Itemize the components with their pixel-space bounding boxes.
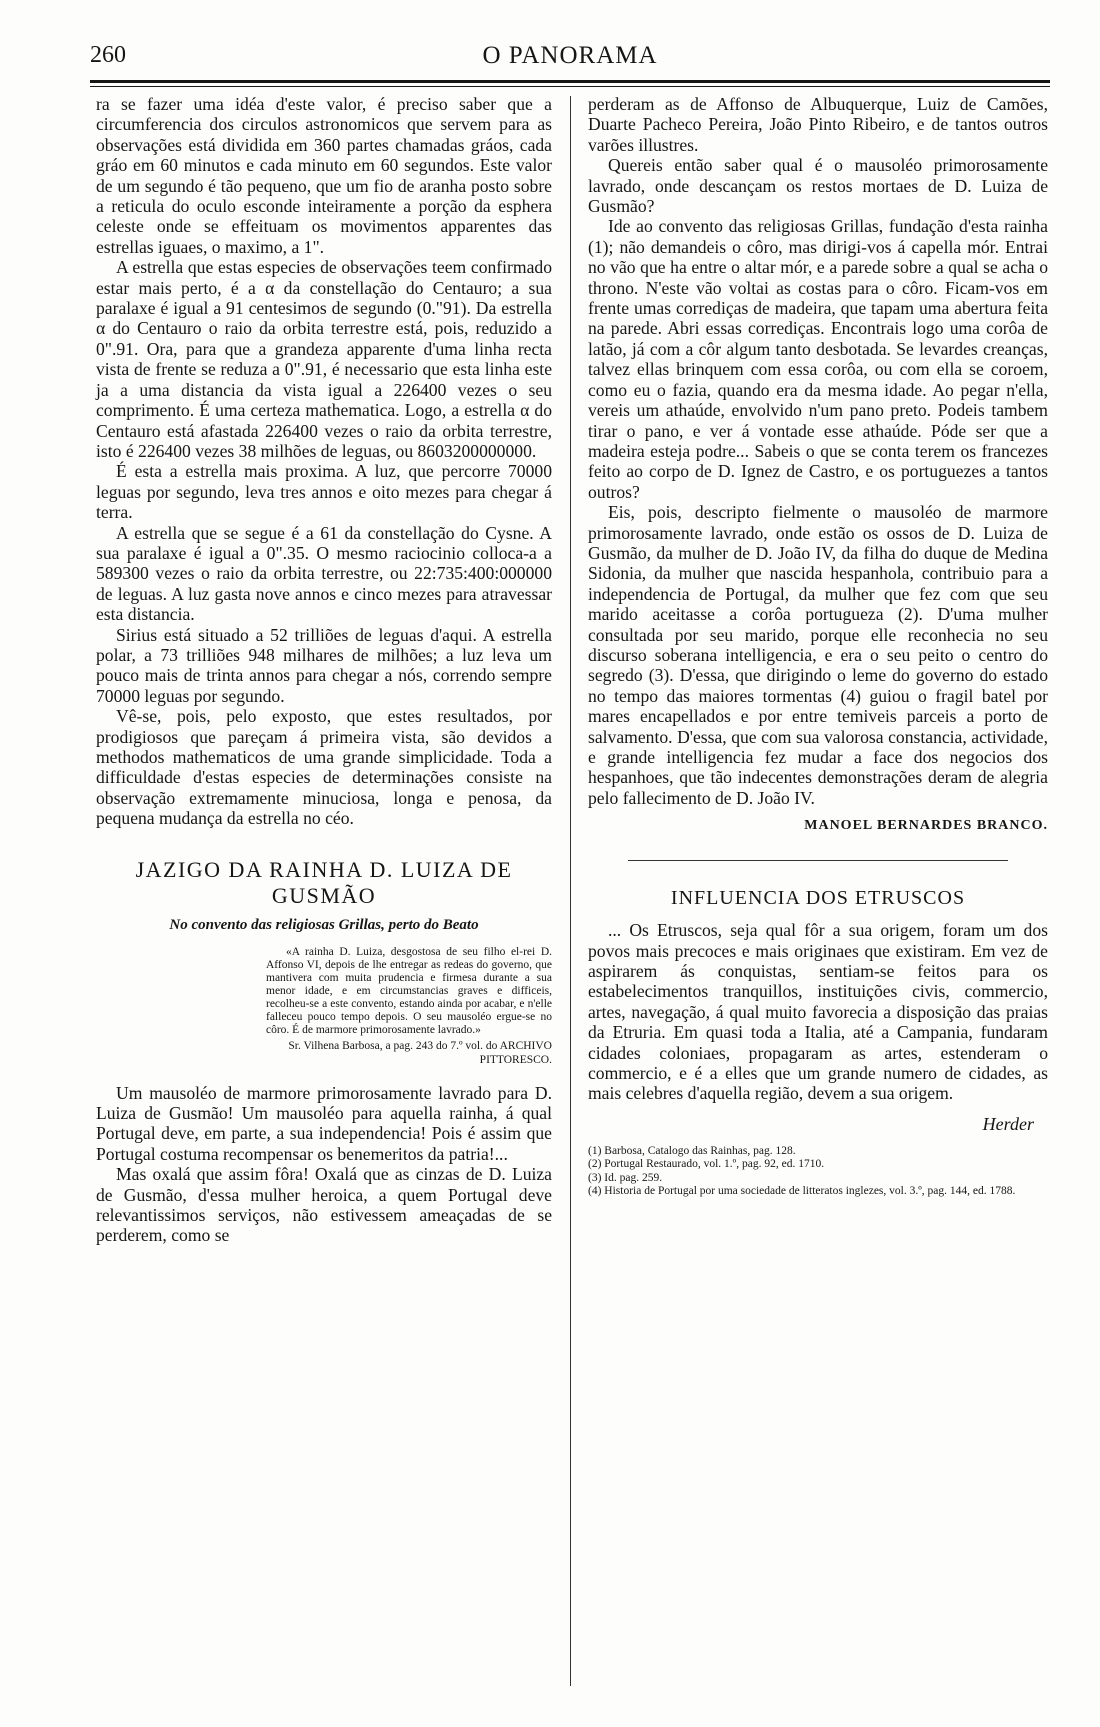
epigraph-text: «A rainha D. Luiza, desgostosa de seu filho el-rei D. Affonso VI, depois de lhe entregar as redeas do governo, que mantivera com muita prudencia e firmesa durante a sua menor idade, e em circumstancias graves e difficeis, recolheu-se a este convento, estando ainda por acabar, e n'elle falleceu pouco tempo depois. O seu mausoléo ergue-se no côro. É de marmore primorosamente lavrado.»: [266, 945, 552, 1036]
article-signature: MANOEL BERNARDES BRANCO.: [804, 818, 1048, 834]
footnote: (4) Historia de Portugal por uma sociedade de litteratos inglezes, vol. 3.º, pag. 144, ed. 1788.: [588, 1185, 1016, 1198]
paragraph: Sirius está situado a 52 trilliões de leguas d'aqui. A estrella polar, a 73 trilliões 948 milhares de milhões; a luz leva um pouco mais de trinta annos para chegar a nós, correndo sempre 70000 leguas por segundo.: [96, 624, 552, 706]
footnote: (2) Portugal Restaurado, vol. 1.º, pag. 92, ed. 1710.: [588, 1158, 825, 1171]
paragraph: Vê-se, pois, pelo exposto, que estes resultados, por prodigiosos que pareçam á primeira vista, são devidos a methodos mathematicos de uma grande simplicidade. Toda a difficuldade d'estas especies de determinações consiste na observação extremamente minuciosa, longa e penosa, da pequena mudança da estrella no céo.: [96, 706, 552, 829]
paragraph: É esta a estrella mais proxima. A luz, que percorre 70000 leguas por segundo, leva tres annos e oito mezes para chegar á terra.: [96, 461, 552, 523]
paragraph: Um mausoléo de marmore primorosamente lavrado para D. Luiza de Gusmão! Um mausoléo para aquella rainha, á qual Portugal deve, em parte, a sua independencia! Pois é assim que Portugal costuma recompensar os benemeritos da patria!...: [96, 1082, 552, 1164]
section-title: JAZIGO DA RAINHA D. LUIZA DE GUSMÃO: [135, 856, 513, 908]
left-column: [96, 94, 552, 1246]
section-title: INFLUENCIA DOS ETRUSCOS: [670, 887, 966, 910]
paragraph: ... Os Etruscos, seja qual fôr a sua origem, foram um dos povos mais precoces e mais originaes que existiram. Em vez de aspirarem ás conquistas, sentiam-se feitos para os estabelecimentos tranquillos, instituições civis, commercio, artes, navegação, á qual muito favorecia a disposição das praias da Etruria. Em quasi toda a Italia, até a Campania, fundaram cidades coloniaes, propagaram as artes, estenderam o commercio, e é a elles que um grande numero de cidades, as mais celebres d'aquella região, devem a sua origem.: [588, 920, 1048, 1104]
paragraph: A estrella que estas especies de observações teem confirmado estar mais perto, é a α da constellação do Centauro; a sua paralaxe é igual a 91 centesimos de segundo (0."91). Da estrella α do Centauro o raio da orbita terrestre está, pois, reduzido a 0".91. Ora, para que a grandeza apparente d'uma linha recta vista de frente se reduza a 0".91, é necessario que esta linha este ja a uma distancia da vista igual a 226400 vezes o seu comprimento. É uma certeza mathematica. Logo, a estrella α do Centauro está afastada 226400 vezes o raio da orbita terrestre, isto é 226400 vezes 38 milhões de leguas, ou 8603200000000.: [96, 257, 552, 461]
header-rule-thick: [90, 80, 1050, 83]
right-column: [588, 94, 1048, 1199]
paragraph: Eis, pois, descripto fielmente o mausoléo de marmore primorosamente lavrado, onde estão os ossos de D. Luiza de Gusmão, da mulher de D. João IV, da filha do duque de Medina Sidonia, da mulher que nascida hespanhola, contribuio para a independencia de Portugal, da mulher que fez com que seu marido aceitasse a corôa portugueza (2). D'uma mulher consultada por seu marido, porque elle reconhecia no seu discurso soberana intelligencia, e era o seu peito o centro do segredo (3). D'essa, que dirigindo o leme do governo do estado no tempo das maiores tormentas (4) guiou o fragil batel por mares encapellados e por entre temiveis parceis a porto de salvamento. D'essa, que com sua valorosa constancia, actividade, e grande intelligencia fez mudar a face dos negocios dos hespanhoes, que tão indecentes demonstrações deram de alegria pelo fallecimento de D. João IV.: [588, 502, 1048, 808]
paragraph: Ide ao convento das religiosas Grillas, fundação d'esta rainha (1); não demandeis o côro, mas dirigi-vos á capella mór. Entrai no vão que ha entre o altar mór, e a parede sobre a qual se acha o throno. N'este vão voltai as costas para o côro. Ficam-vos em frente umas corrediças de madeira, que tapam uma abertura feita na parede. Abri essas corrediças. Encontrais logo uma corôa de latão, já com a côr algum tanto desbotada. Se levardes creanças, talvez ellas brinquem com essa corôa, ou com ella se coroem, como eu o fazia, quando era da mesma idade. Ao pegar n'ella, vereis um athaúde, envolvido n'um pano preto. Podeis tambem tirar o pano, e ver á vontade esse athaúde. Póde ser que a madeira esteja podre... Sabeis o que se conta terem os francezes feito ao corpo de D. Ignez de Castro, e os portuguezes a tantos outros?: [588, 216, 1048, 502]
section-subtitle: No convento das religiosas Grillas, perto do Beato: [169, 916, 479, 933]
quote-author: Herder: [982, 1113, 1034, 1134]
footnote: (1) Barbosa, Catalogo das Rainhas, pag. 128.: [588, 1144, 796, 1157]
paragraph: ra se fazer uma idéa d'este valor, é preciso saber que a circumferencia dos circulos astronomicos que servem para as observações está dividida em 360 partes chamadas gráos, cada gráo em 60 minutos e cada minuto em 60 segundos. Este valor de um segundo é tão pequeno, que um fio de aranha posto sobre a reticula do oculo esconde inteiramente a porção da esphera celeste onde se effeituam os movimentos apparentes das estrellas iguaes, o maximo, a 1".: [96, 94, 552, 257]
paragraph: Mas oxalá que assim fôra! Oxalá que as cinzas de D. Luiza de Gusmão, d'essa mulher heroica, a quem Portugal deve relevantissimos serviços, não estivessem ameaçadas de se perderem, como se: [96, 1164, 552, 1246]
paragraph: perderam as de Affonso de Albuquerque, Luiz de Camões, Duarte Pacheco Pereira, João Pinto Ribeiro, e de tantos outros varões illustres.: [588, 94, 1048, 155]
journal-title: O PANORAMA: [482, 42, 658, 69]
page-header: [90, 42, 1050, 76]
header-rule-thin: [90, 86, 1050, 87]
footnotes: [588, 1145, 1048, 1199]
footnote: (3) Id. pag. 259.: [588, 1171, 663, 1184]
paragraph: A estrella que se segue é a 61 da constellação do Cysne. A sua paralaxe é igual a 0".35. O mesmo raciocinio colloca-a a 589300 vezes o raio da orbita terrestre, ou 22:735:400:000000 de leguas. A luz gasta nove annos e cinco mezes para atravessar esta distancia.: [96, 522, 552, 625]
page-number: 260: [90, 42, 126, 68]
section-divider: [628, 860, 1008, 861]
paragraph: Quereis então saber qual é o mausoléo primorosamente lavrado, onde descançam os restos mortaes de D. Luiza de Gusmão?: [588, 155, 1048, 217]
epigraph: [266, 946, 552, 1067]
epigraph-citation: Sr. Vilhena Barbosa, a pag. 243 do 7.º vol. do ARCHIVO PITTORESCO.: [288, 1039, 552, 1066]
column-separator: [570, 96, 571, 1686]
